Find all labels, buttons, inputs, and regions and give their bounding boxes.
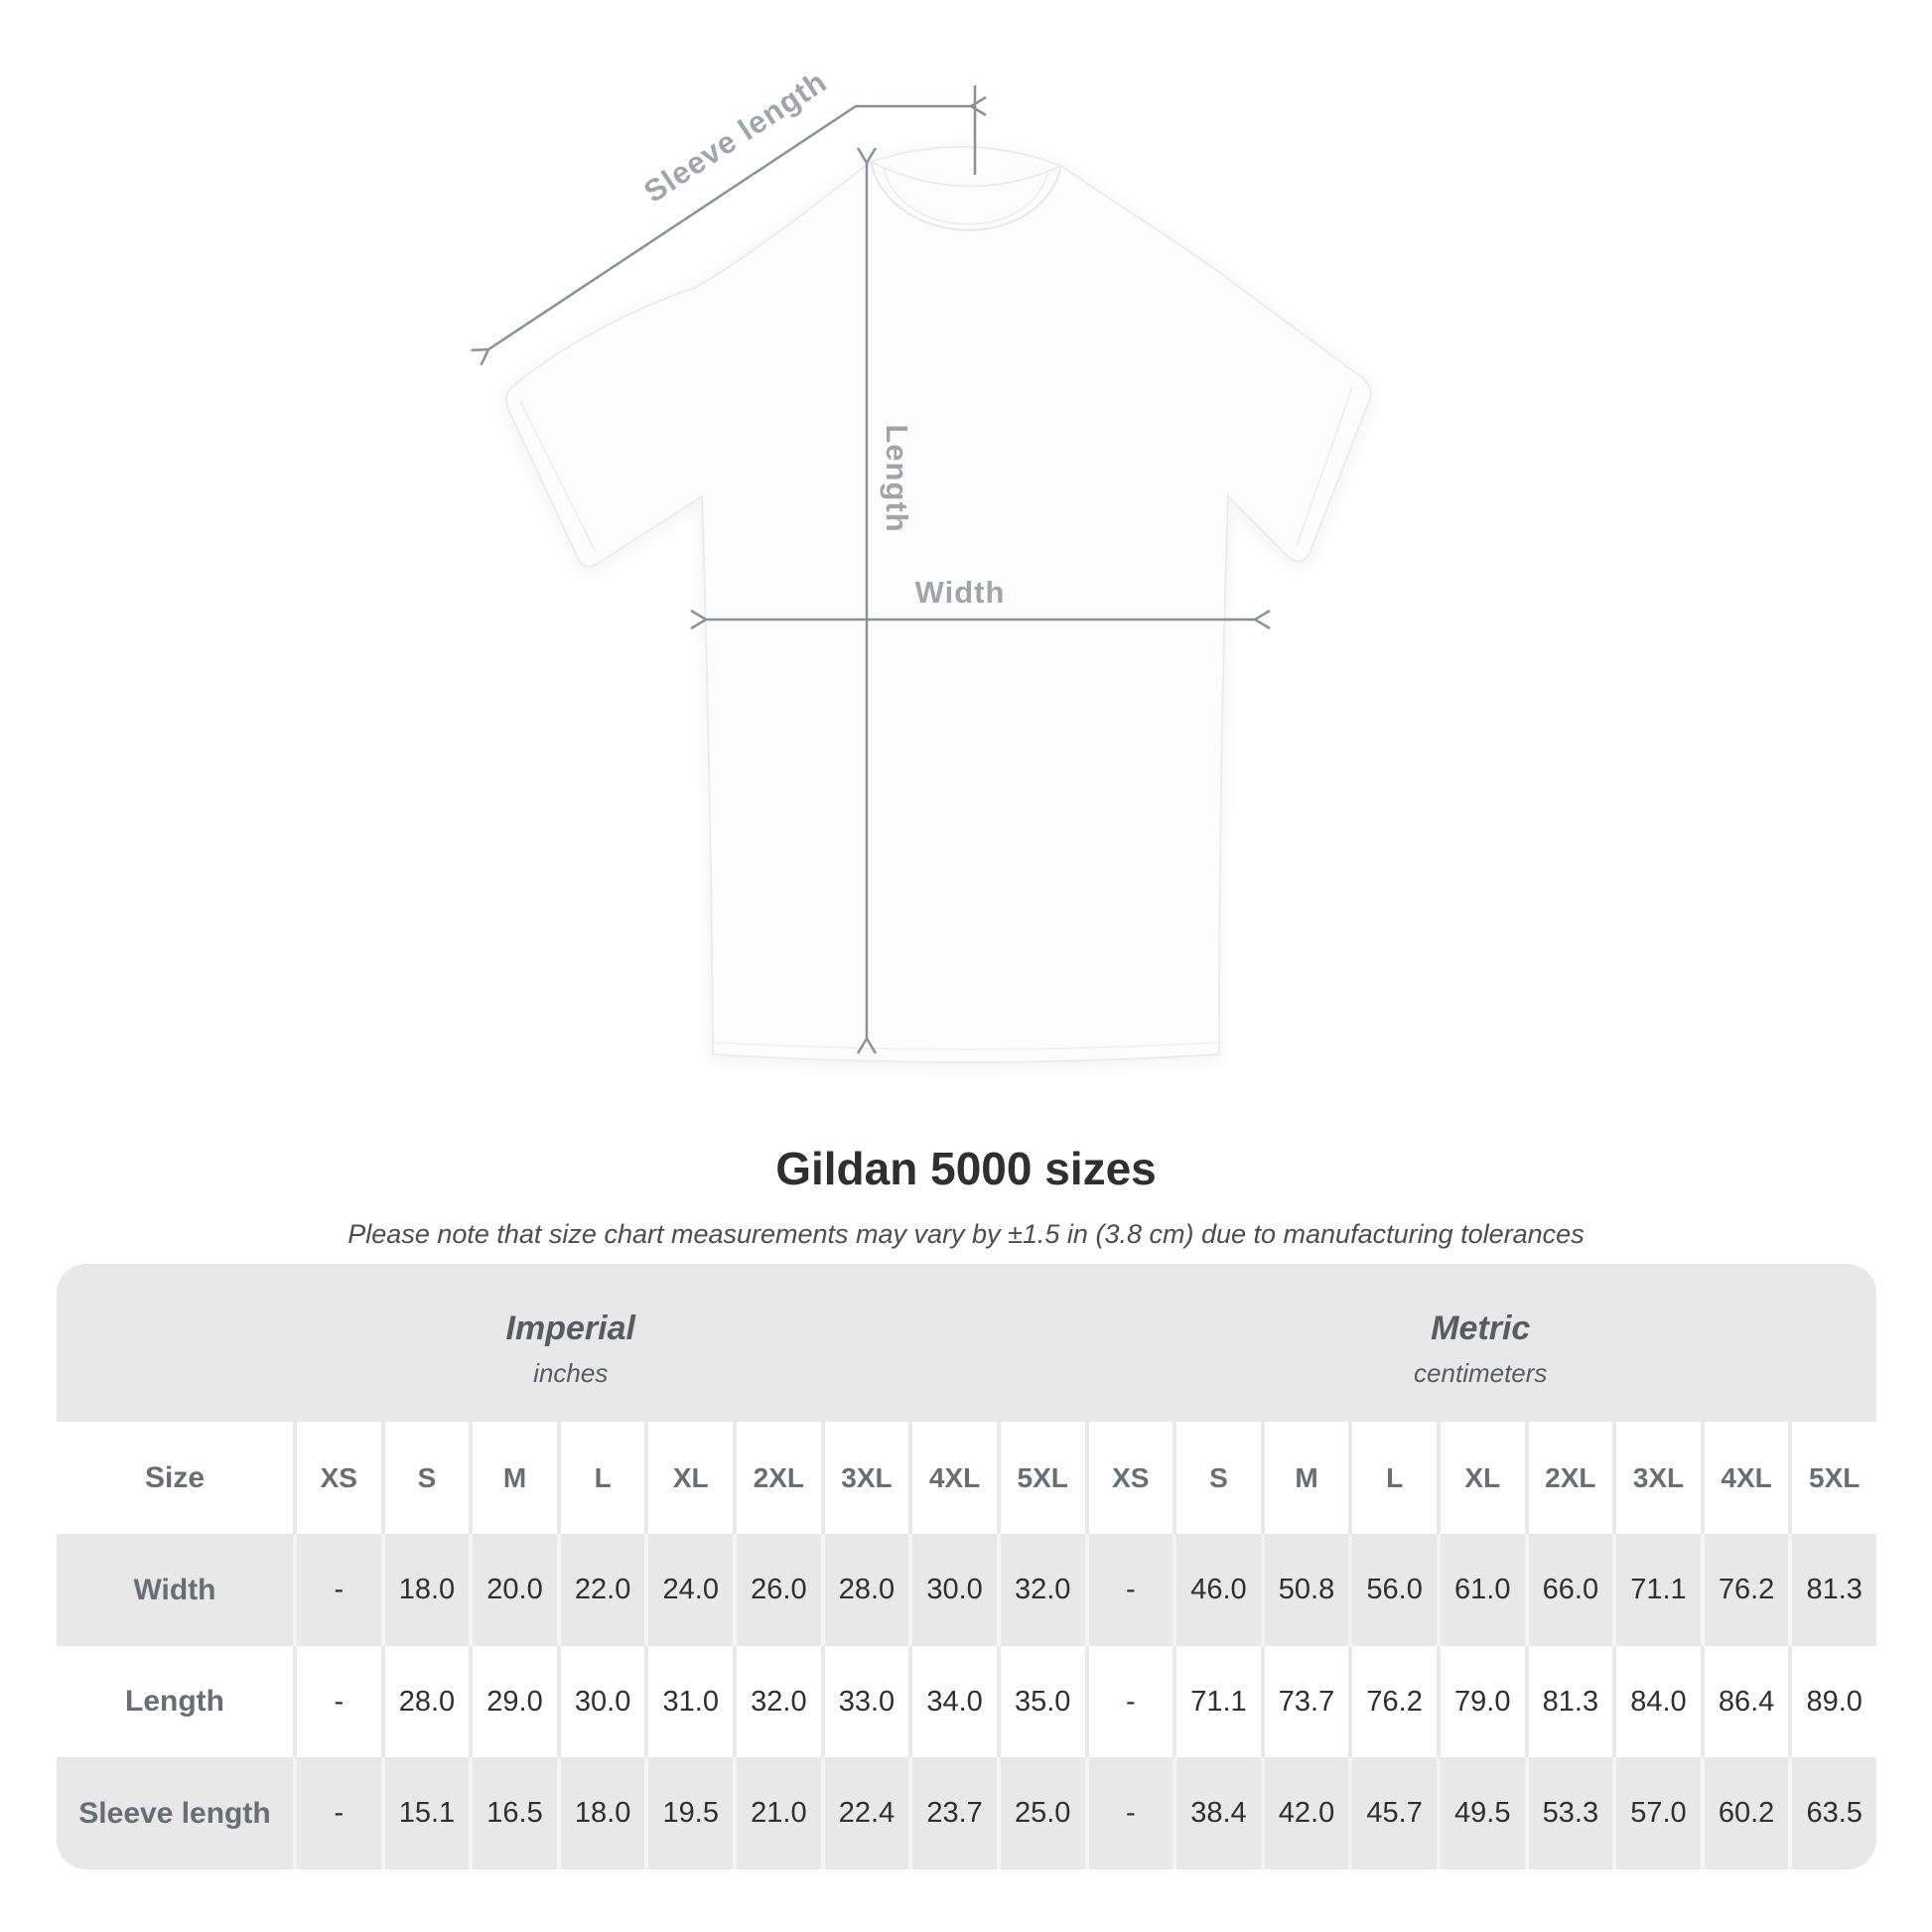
metric-size-header: 5XL — [1788, 1422, 1876, 1534]
width-imperial-value: 24.0 — [644, 1534, 733, 1646]
length-imperial-value: 32.0 — [733, 1646, 821, 1757]
page-title: Gildan 5000 sizes — [775, 1143, 1157, 1194]
sleeve-metric-value: 45.7 — [1348, 1757, 1437, 1869]
length-metric-value: 84.0 — [1612, 1646, 1701, 1757]
length-imperial-value: 31.0 — [644, 1646, 733, 1757]
width-imperial-value: 26.0 — [733, 1534, 821, 1646]
width-imperial-value: 18.0 — [381, 1534, 470, 1646]
sleeve-imperial-value: 18.0 — [557, 1757, 645, 1869]
sleeve-metric-value: 42.0 — [1261, 1757, 1349, 1869]
imperial-size-header: 5XL — [997, 1422, 1085, 1534]
width-imperial-value: 22.0 — [557, 1534, 645, 1646]
imperial-size-header: M — [469, 1422, 557, 1534]
length-metric-value: 71.1 — [1173, 1646, 1261, 1757]
width-metric-value: 50.8 — [1261, 1534, 1349, 1646]
row-label-length: Length — [57, 1646, 293, 1757]
imperial-group-unit: inches — [533, 1357, 609, 1388]
row-label-width: Width — [57, 1534, 293, 1646]
width-metric-value: 71.1 — [1612, 1534, 1701, 1646]
length-imperial-value: 28.0 — [381, 1646, 470, 1757]
length-metric-value: - — [1085, 1646, 1173, 1757]
sleeve-metric-value: 63.5 — [1788, 1757, 1876, 1869]
length-imperial-value: 29.0 — [469, 1646, 557, 1757]
length-metric-value: 86.4 — [1701, 1646, 1789, 1757]
length-metric-value: 73.7 — [1261, 1646, 1349, 1757]
length-imperial-value: 30.0 — [557, 1646, 645, 1757]
sleeve-imperial-value: 16.5 — [469, 1757, 557, 1869]
sleeve-imperial-value: 22.4 — [821, 1757, 909, 1869]
size-table — [57, 1264, 1876, 1869]
imperial-size-header: 2XL — [733, 1422, 821, 1534]
imperial-group-header — [57, 1264, 1085, 1422]
width-imperial-value: - — [293, 1534, 381, 1646]
width-imperial-value: 32.0 — [997, 1534, 1085, 1646]
tolerance-note: Please note that size chart measurements may vary by ±1.5 in (3.8 cm) due to manufacturing tolerances — [347, 1219, 1585, 1249]
sleeve-imperial-value: 25.0 — [997, 1757, 1085, 1869]
width-imperial-value: 28.0 — [821, 1534, 909, 1646]
imperial-size-header: L — [557, 1422, 645, 1534]
sleeve-imperial-value: 15.1 — [381, 1757, 470, 1869]
sleeve-metric-value: 38.4 — [1173, 1757, 1261, 1869]
metric-size-header: XS — [1085, 1422, 1173, 1534]
metric-size-header: M — [1261, 1422, 1349, 1534]
width-metric-value: 46.0 — [1173, 1534, 1261, 1646]
sleeve-imperial-value: 19.5 — [644, 1757, 733, 1869]
sleeve-metric-value: 57.0 — [1612, 1757, 1701, 1869]
sleeve-imperial-value: 23.7 — [908, 1757, 997, 1869]
width-metric-value: - — [1085, 1534, 1173, 1646]
length-imperial-value: 33.0 — [821, 1646, 909, 1757]
metric-size-header: L — [1348, 1422, 1437, 1534]
width-metric-value: 76.2 — [1701, 1534, 1789, 1646]
imperial-size-header: XS — [293, 1422, 381, 1534]
length-metric-value: 89.0 — [1788, 1646, 1876, 1757]
width-measurement-label: Width — [914, 575, 1006, 610]
length-imperial-value: - — [293, 1646, 381, 1757]
length-metric-value: 79.0 — [1437, 1646, 1525, 1757]
width-metric-value: 81.3 — [1788, 1534, 1876, 1646]
metric-group-unit: centimeters — [1414, 1357, 1548, 1388]
length-metric-value: 81.3 — [1525, 1646, 1613, 1757]
metric-size-header: 3XL — [1612, 1422, 1701, 1534]
length-imperial-value: 35.0 — [997, 1646, 1085, 1757]
size-column-header: Size — [57, 1422, 293, 1534]
metric-size-header: 2XL — [1525, 1422, 1613, 1534]
length-imperial-value: 34.0 — [908, 1646, 997, 1757]
sleeve-metric-value: 49.5 — [1437, 1757, 1525, 1869]
imperial-group-title: Imperial — [505, 1309, 635, 1347]
imperial-size-header: 3XL — [821, 1422, 909, 1534]
imperial-size-header: XL — [644, 1422, 733, 1534]
metric-size-header: S — [1173, 1422, 1261, 1534]
metric-size-header: XL — [1437, 1422, 1525, 1534]
row-label-sleeve-length: Sleeve length — [57, 1757, 293, 1869]
sleeve-imperial-value: 21.0 — [733, 1757, 821, 1869]
sleeve-length-measurement-label: Sleeve length — [637, 64, 834, 209]
width-imperial-value: 30.0 — [908, 1534, 997, 1646]
sleeve-metric-value: 60.2 — [1701, 1757, 1789, 1869]
metric-group-title: Metric — [1431, 1309, 1531, 1347]
length-measurement-label: Length — [880, 424, 914, 533]
width-metric-value: 56.0 — [1348, 1534, 1437, 1646]
sleeve-metric-value: - — [1085, 1757, 1173, 1869]
metric-size-header: 4XL — [1701, 1422, 1789, 1534]
imperial-size-header: 4XL — [908, 1422, 997, 1534]
width-imperial-value: 20.0 — [469, 1534, 557, 1646]
width-metric-value: 66.0 — [1525, 1534, 1613, 1646]
metric-group-header — [1085, 1264, 1877, 1422]
imperial-size-header: S — [381, 1422, 470, 1534]
length-metric-value: 76.2 — [1348, 1646, 1437, 1757]
width-metric-value: 61.0 — [1437, 1534, 1525, 1646]
sleeve-imperial-value: - — [293, 1757, 381, 1869]
sleeve-metric-value: 53.3 — [1525, 1757, 1613, 1869]
